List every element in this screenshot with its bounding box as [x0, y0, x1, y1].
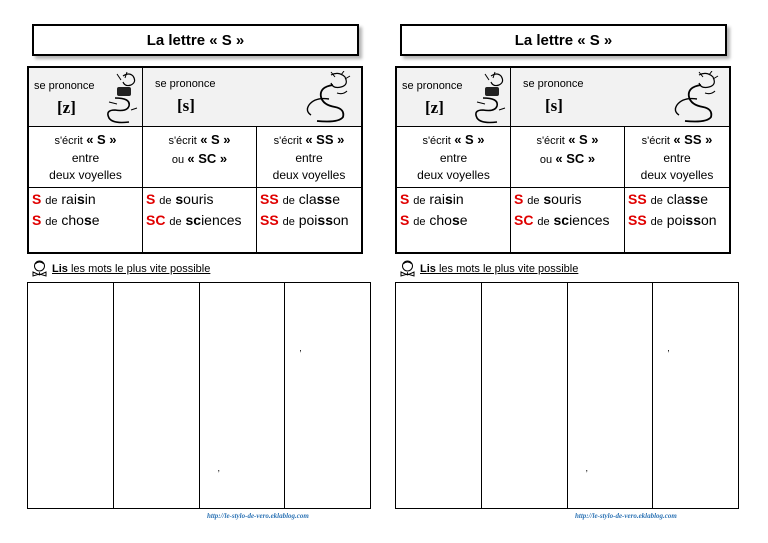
snake-small-icon — [103, 70, 141, 124]
lis-rest: les mots le plus vite possible — [67, 262, 211, 275]
grid-column: , — [667, 343, 670, 353]
grid-column: , — [299, 343, 302, 353]
example-classe: SS de classe — [260, 191, 340, 207]
example-chose: S de chose — [400, 212, 468, 228]
rule1-key: « S » — [454, 132, 485, 147]
rule3-pre: s'écrit — [641, 135, 670, 147]
card-right — [395, 24, 731, 524]
examples-z-cell — [29, 188, 143, 252]
lis-bold: Lis — [420, 262, 436, 275]
example-poisson: SS de poisson — [628, 212, 717, 228]
examples-z-cell — [397, 188, 511, 252]
rule1-pre: s'écrit — [54, 135, 83, 147]
pron-z-cell — [397, 68, 511, 126]
rule2-key: « S » — [568, 132, 599, 147]
rule2-pre: s'écrit — [168, 135, 197, 147]
examples-s-cell — [511, 188, 625, 252]
rule2-pre: s'écrit — [536, 135, 565, 147]
example-raisin: S de raisin — [400, 191, 464, 207]
rule-z-cell — [29, 127, 143, 187]
rule-ss-cell — [257, 127, 361, 187]
reading-grid — [395, 282, 739, 509]
example-poisson: SS de poisson — [260, 212, 349, 228]
example-raisin: S de raisin — [32, 191, 96, 207]
pron-z-label: se prononce — [34, 80, 95, 92]
pron-z-cell — [29, 68, 143, 126]
rule3-line3: deux voyelles — [640, 168, 714, 182]
reading-grid — [27, 282, 371, 509]
example-souris: S de souris — [146, 191, 214, 207]
lis-rest: les mots le plus vite possible — [435, 262, 579, 275]
pron-z-symbol: [z] — [425, 98, 444, 117]
example-sciences: SC de sciences — [514, 212, 610, 228]
snake-small-icon — [471, 70, 509, 124]
pron-s-symbol: [s] — [177, 96, 195, 115]
pron-s-label: se prononce — [523, 78, 584, 90]
example-sciences: SC de sciences — [146, 212, 242, 228]
example-classe: SS de classe — [628, 191, 708, 207]
spelling-row — [29, 127, 361, 188]
examples-s-cell — [143, 188, 257, 252]
rule-z-cell — [397, 127, 511, 187]
example-souris: S de souris — [514, 191, 582, 207]
grid-column — [114, 283, 200, 508]
reading-child-icon — [399, 260, 416, 277]
examples-row — [397, 188, 729, 252]
rule3-key: « SS » — [305, 132, 345, 147]
rule-s-cell — [143, 127, 257, 187]
examples-ss-cell — [625, 188, 729, 252]
snake-large-icon — [301, 71, 355, 123]
rule1-key: « S » — [86, 132, 117, 147]
snake-large-icon — [669, 71, 723, 123]
rules-table — [395, 66, 731, 254]
card-title: La lettre « S » — [32, 24, 359, 56]
rule2-key2: « SC » — [187, 151, 228, 166]
rule1-line3: deux voyelles — [417, 168, 490, 182]
example-chose: S de chose — [32, 212, 100, 228]
grid-column — [28, 283, 114, 508]
rule2-or: ou — [539, 154, 553, 166]
rule2-key2: « SC » — [555, 151, 596, 166]
lis-bold: Lis — [52, 262, 68, 275]
rules-table — [27, 66, 363, 254]
grid-column: , — [200, 283, 286, 508]
rule1-pre: s'écrit — [422, 135, 451, 147]
pronunciation-row — [29, 68, 361, 127]
card-left — [27, 24, 363, 524]
rule1-line2: entre — [71, 151, 100, 165]
pronunciation-row — [397, 68, 729, 127]
reading-instruction — [31, 260, 210, 277]
reading-instruction — [399, 260, 578, 277]
rule2-key: « S » — [200, 132, 231, 147]
reading-child-icon — [31, 260, 48, 277]
spelling-row — [397, 127, 729, 188]
pron-s-cell — [143, 68, 361, 126]
examples-ss-cell — [257, 188, 361, 252]
pron-z-label: se prononce — [402, 80, 463, 92]
pron-z-symbol: [z] — [57, 98, 76, 117]
rule3-key: « SS » — [673, 132, 713, 147]
rule1-line3: deux voyelles — [49, 168, 122, 182]
rule3-pre: s'écrit — [273, 135, 302, 147]
rule-ss-cell — [625, 127, 729, 187]
rule2-or: ou — [171, 154, 185, 166]
card-title: La lettre « S » — [400, 24, 727, 56]
rule3-line3: deux voyelles — [272, 168, 346, 182]
rule3-line2: entre — [295, 151, 323, 165]
grid-column — [396, 283, 482, 508]
examples-row — [29, 188, 361, 252]
footer-url[interactable]: http://le-stylo-de-vero.eklablog.com — [575, 512, 677, 520]
rule-s-cell — [511, 127, 625, 187]
footer-url[interactable]: http://le-stylo-de-vero.eklablog.com — [207, 512, 309, 520]
pron-s-cell — [511, 68, 729, 126]
rule3-line2: entre — [663, 151, 691, 165]
pron-s-symbol: [s] — [545, 96, 563, 115]
rule1-line2: entre — [439, 151, 468, 165]
grid-column — [482, 283, 568, 508]
pron-s-label: se prononce — [155, 78, 216, 90]
grid-column: , — [568, 283, 654, 508]
